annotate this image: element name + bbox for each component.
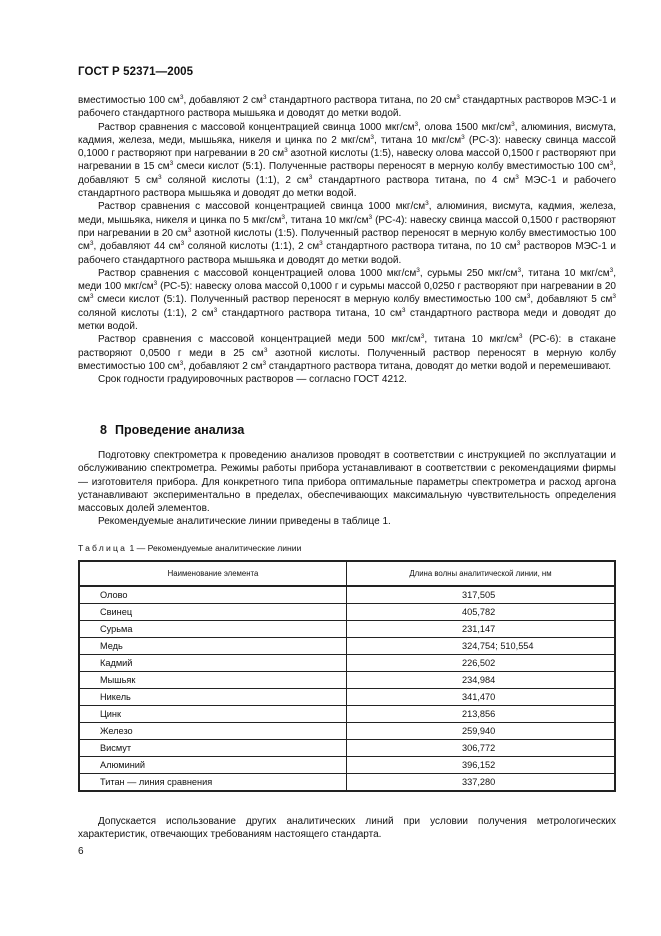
paragraph-rs5: Раствор сравнения с массовой концентрацией олова 1000 мкг/$см^3$, сурьмы 250 мкг/$см^3$, титана 10 мкг/$см^3$, меди 100 мкг/$см^3$ (РС-5): навеску олова массой 0,1000 г и сурьмы массой 0,0250 г растворяют при нагревании в 20 $см^3$ смеси кислот (5:1). Полученный раствор переносят в мерную колбу вместимостью 100 $см^3$, добавляют 5 $см^3$ соляной кислоты (1:1), 2 $см^3$ стандартного раствора титана, 10 $см^3$ стандартного раствора меди и доводят до метки водой.	[78, 266, 616, 333]
closing-text-block	[78, 815, 616, 842]
wavelength-value: 324,754; 510,554	[347, 638, 616, 655]
element-name: Медь	[79, 638, 347, 655]
paragraph-rs4: Раствор сравнения с массовой концентрацией свинца 1000 мкг/$см^3$, алюминия, висмута, кадмия, железа, меди, мышьяка, никеля и цинка по 5 мкг/$см^3$, титана 10 мкг/$см^3$ (РС-4): навеску свинца массой 0,1500 г растворяют при нагревании в 20 $см^3$ азотной кислоты (1:5). Полученный раствор переносят в мерную колбу вместимостью 100 $см^3$, добавляют 44 $см^3$ соляной кислоты (1:1), 2 $см^3$ стандартного раствора титана, по 10 $см^3$ растворов МЭС-1 и рабочего стандартного раствора мышьяка и доводят до метки водой.	[78, 200, 617, 266]
wavelength-value: 306,772	[347, 740, 616, 757]
table-row	[79, 655, 615, 672]
wavelength-value: 317,505	[347, 586, 616, 604]
wavelength-value: 234,984	[347, 672, 616, 689]
table-row	[79, 672, 615, 689]
column-header-element: Наименование элемента	[79, 561, 347, 586]
element-name: Алюминий	[79, 757, 347, 774]
element-name: Свинец	[79, 604, 347, 621]
table-row	[79, 586, 615, 604]
table-row	[79, 774, 615, 792]
paragraph-preparation: Подготовку спектрометра к проведению анализов проводят в соответствии с инструкцией по эксплуатации и обслуживанию спектрометра. Режимы работы прибора устанавливают в соответствии с рекомендациями фирмы — изготовителя прибора. Для конкретного типа прибора оптимальные параметры спектрометра и расход аргона устанавливают экспериментально в пределах, обеспечивающих максимальную чувствительность определения массовых долей элементов.	[78, 450, 616, 515]
table-row	[79, 621, 615, 638]
section-heading: 8 Проведение анализа	[100, 423, 245, 437]
paragraph-rs3: Раствор сравнения с массовой концентрацией свинца 1000 мкг/$см^3$, олова 1500 мкг/$см^3$, алюминия, висмута, кадмия, железа, меди, мышьяка, никеля и цинка по 2 мкг/$см^3$, титана 10 мкг/$см^3$ (РС-3): навеску свинца массой 0,1000 г растворяют при нагревании в 20 $см^3$ азотной кислоты (1:5), навеску олова массой 0,1500 г растворяют при нагревании в 15 $см^3$ смеси кислот (5:1). Полученные растворы переносят в мерную колбу вместимостью 100 $см^3$, добавляют 5 $см^3$ соляной кислоты (1:1), 2 $см^3$ стандартного раствора титана, по 4 $см^3$ МЭС-1 и рабочего стандартного раствора мышьяка и доводят до метки водой.	[78, 120, 617, 200]
analytical-lines-table	[78, 560, 616, 792]
table-caption: Таблица 1 — Рекомендуемые аналитические линии	[78, 543, 302, 553]
paragraph-shelf-life: Срок годности градуировочных растворов — согласно ГОСТ 4212.	[98, 374, 407, 386]
wavelength-value: 231,147	[347, 621, 616, 638]
section-body	[78, 449, 616, 529]
wavelength-value: 405,782	[347, 604, 616, 621]
table-row	[79, 689, 615, 706]
paragraph-rs6: Раствор сравнения с массовой концентрацией меди 500 мкг/$см^3$, титана 10 мкг/$см^3$ (РС-6): в стакане растворяют 0,0500 г меди в 25 $см^3$ азотной кислоты. Полученный раствор переносят в мерную колбу вместимостью 100 $см^3$, добавляют 2 $см^3$ стандартного раствора титана, доводят до метки водой и перемешивают.	[78, 333, 616, 372]
table-header-row	[79, 561, 615, 586]
element-name: Цинк	[79, 706, 347, 723]
table-row	[79, 757, 615, 774]
body-text-block	[78, 94, 616, 387]
page-number: 6	[78, 846, 84, 857]
paragraph-1: вместимостью 100 $см^3$, добавляют 2 $см^3$ стандартного раствора титана, по 20 $см^3$ стандартных растворов МЭС-1 и рабочего стандартного раствора мышьяка и доводят до метки водой.	[78, 94, 617, 120]
table-row	[79, 706, 615, 723]
wavelength-value: 213,856	[347, 706, 616, 723]
wavelength-value: 337,280	[347, 774, 616, 792]
document-header: ГОСТ Р 52371—2005	[78, 66, 194, 78]
column-header-wavelength: Длина волны аналитической линии, нм	[347, 561, 616, 586]
table-row	[79, 740, 615, 757]
wavelength-value: 341,470	[347, 689, 616, 706]
element-name: Титан — линия сравнения	[79, 774, 347, 792]
wavelength-value: 259,940	[347, 723, 616, 740]
paragraph-table-ref: Рекомендуемые аналитические линии приведены в таблице 1.	[98, 516, 391, 528]
element-name: Висмут	[79, 740, 347, 757]
table-row	[79, 604, 615, 621]
element-name: Никель	[79, 689, 347, 706]
element-name: Олово	[79, 586, 347, 604]
element-name: Железо	[79, 723, 347, 740]
table-row	[79, 723, 615, 740]
element-name: Мышьяк	[79, 672, 347, 689]
table-row	[79, 638, 615, 655]
paragraph-closing: Допускается использование других аналитических линий при условии получения метрологических характеристик, отвечающих требованиям настоящего стандарта.	[78, 816, 616, 841]
element-name: Кадмий	[79, 655, 347, 672]
wavelength-value: 226,502	[347, 655, 616, 672]
element-name: Сурьма	[79, 621, 347, 638]
wavelength-value: 396,152	[347, 757, 616, 774]
